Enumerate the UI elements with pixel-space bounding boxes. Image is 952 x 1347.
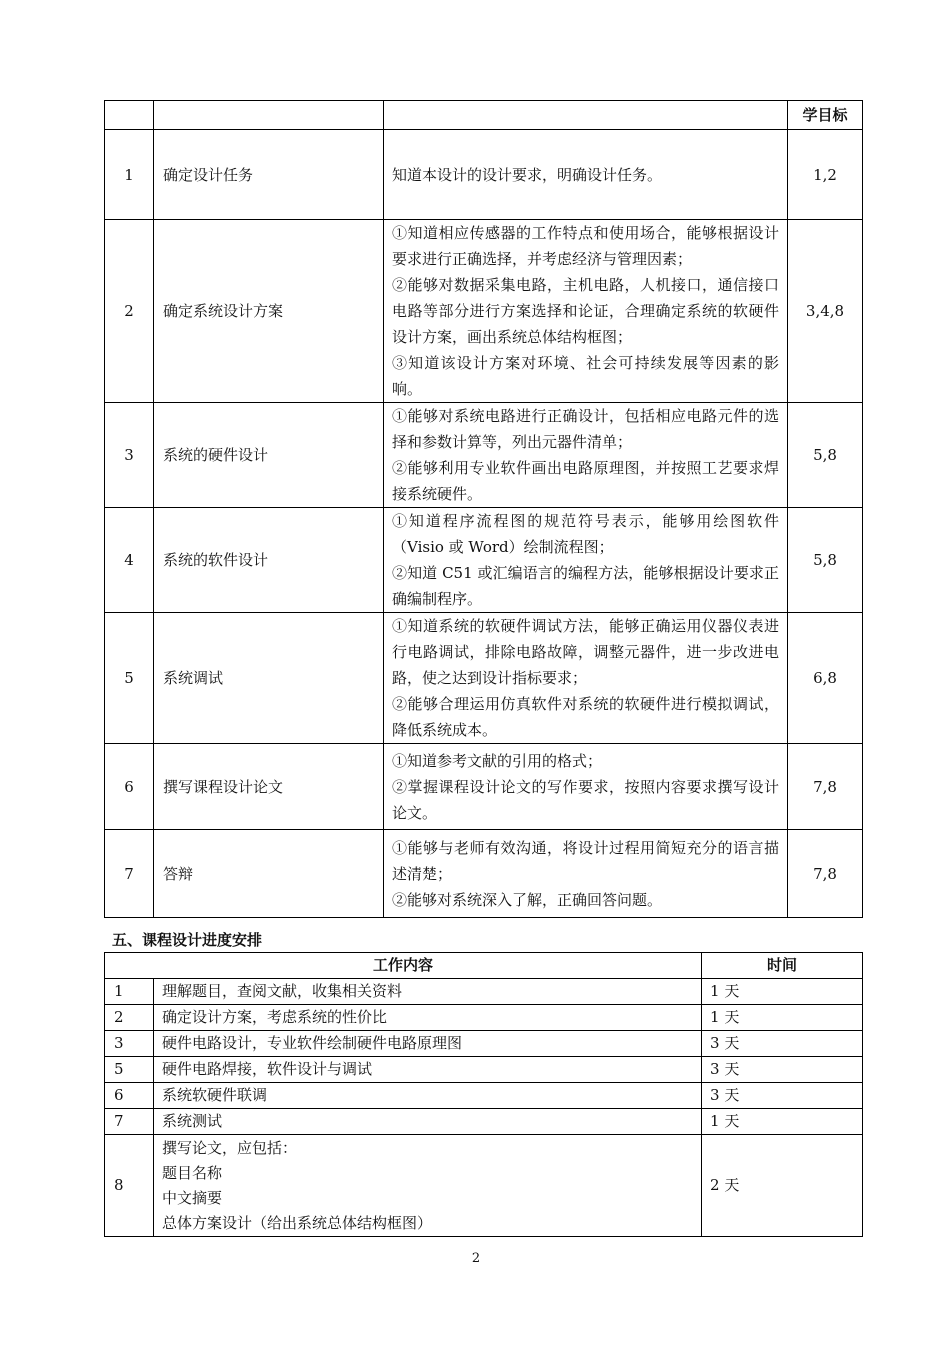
table-row (105, 1005, 863, 1031)
description-line: ①知道相应传感器的工作特点和使用场合，能够根据设计要求进行正确选择，并考虑经济与管理因素； (392, 224, 779, 268)
task-description (384, 830, 788, 918)
table-row (105, 403, 863, 508)
header-cell-empty (105, 101, 154, 130)
schedule-header-row (105, 953, 863, 979)
description-line: ②能够利用专业软件画出电路原理图，并按照工艺要求焊接系统硬件。 (392, 459, 779, 503)
description-line: ②掌握课程设计论文的写作要求，按照内容要求撰写设计论文。 (392, 777, 779, 822)
row-number: 1 (105, 130, 154, 220)
work-content (154, 979, 702, 1005)
row-number: 2 (105, 220, 154, 403)
content-line: 理解题目，查阅文献，收集相关资料 (162, 982, 403, 1000)
objective-ids: 5,8 (788, 403, 863, 508)
table-row (105, 744, 863, 830)
description-line: ②知道 C51 或汇编语言的编程方法，能够根据设计要求正确编制程序。 (392, 564, 779, 608)
work-content (154, 1083, 702, 1109)
task-description (384, 508, 788, 613)
task-name: 系统调试 (154, 613, 384, 744)
task-name: 系统的硬件设计 (154, 403, 384, 508)
work-content (154, 1109, 702, 1135)
description-line: ①知道参考文献的引用的格式； (392, 751, 603, 770)
content-line: 总体方案设计（给出系统总体结构框图） (162, 1213, 433, 1232)
table-row (105, 508, 863, 613)
content-line: 题目名称 (162, 1163, 223, 1182)
section-title: 五、课程设计进度安排 (112, 931, 263, 949)
description-line: ①能够与老师有效沟通，将设计过程用简短充分的语言描述清楚； (392, 838, 779, 883)
description-line: ②能够对数据采集电路，主机电路，人机接口，通信接口电路等部分进行方案选择和论证，合理确定系统的软硬件设计方案，画出系统总体结构框图； (392, 276, 779, 346)
description-line: 知道本设计的设计要求，明确设计任务。 (392, 165, 663, 184)
duration: 1 天 (702, 979, 863, 1005)
row-number: 6 (105, 744, 154, 830)
table-row (105, 130, 863, 220)
table-row (105, 1031, 863, 1057)
task-name: 确定系统设计方案 (154, 220, 384, 403)
row-number: 2 (105, 1005, 154, 1031)
row-number: 1 (105, 979, 154, 1005)
work-content (154, 1135, 702, 1237)
description-line: ②能够对系统深入了解，正确回答问题。 (392, 890, 663, 909)
row-number: 3 (105, 1031, 154, 1057)
schedule-table (104, 952, 863, 1237)
duration: 3 天 (702, 1057, 863, 1083)
task-description (384, 613, 788, 744)
description-line: ①知道系统的软硬件调试方法，能够正确运用仪器仪表进行电路调试，排除电路故障，调整元器件，进一步改进电路，使之达到设计指标要求； (392, 617, 779, 687)
content-line: 确定设计方案，考虑系统的性价比 (162, 1008, 388, 1026)
header-cell-objective: 学目标 (788, 101, 863, 130)
task-name: 系统的软件设计 (154, 508, 384, 613)
table-row (105, 1057, 863, 1083)
header-cell-empty (384, 101, 788, 130)
task-description (384, 744, 788, 830)
row-number: 8 (105, 1135, 154, 1237)
table-row (105, 1135, 863, 1237)
content-line: 硬件电路焊接，软件设计与调试 (162, 1060, 373, 1078)
work-content (154, 1057, 702, 1083)
objective-ids: 7,8 (788, 830, 863, 918)
header-cell-empty (154, 101, 384, 130)
header-cell-content: 工作内容 (105, 953, 702, 979)
page-number: 2 (471, 1251, 481, 1266)
table-row (105, 220, 863, 403)
objective-ids: 7,8 (788, 744, 863, 830)
task-name: 撰写课程设计论文 (154, 744, 384, 830)
table-row (105, 830, 863, 918)
objective-ids: 5,8 (788, 508, 863, 613)
content-line: 撰写论文，应包括： (162, 1138, 298, 1157)
header-cell-time: 时间 (702, 953, 863, 979)
task-description (384, 130, 788, 220)
table-row (105, 1083, 863, 1109)
content-line: 系统软硬件联调 (162, 1086, 268, 1104)
duration: 2 天 (702, 1135, 863, 1237)
content-line: 硬件电路设计，专业软件绘制硬件电路原理图 (162, 1034, 463, 1052)
duration: 1 天 (702, 1005, 863, 1031)
description-line: ②能够合理运用仿真软件对系统的软硬件进行模拟调试，降低系统成本。 (392, 695, 779, 739)
duration: 3 天 (702, 1031, 863, 1057)
duration: 3 天 (702, 1083, 863, 1109)
task-description (384, 403, 788, 508)
course-objectives-table (104, 100, 863, 918)
objectives-header-row (105, 101, 863, 130)
table-row (105, 1109, 863, 1135)
content-line: 系统测试 (162, 1112, 223, 1130)
description-line: ①知道程序流程图的规范符号表示，能够用绘图软件（Visio 或 Word）绘制流程图； (392, 512, 779, 556)
task-name: 确定设计任务 (154, 130, 384, 220)
row-number: 4 (105, 508, 154, 613)
work-content (154, 1031, 702, 1057)
description-line: ①能够对系统电路进行正确设计，包括相应电路元件的选择和参数计算等，列出元器件清单； (392, 407, 779, 451)
content-line: 中文摘要 (162, 1188, 223, 1207)
objective-ids: 6,8 (788, 613, 863, 744)
row-number: 5 (105, 613, 154, 744)
objective-ids: 1,2 (788, 130, 863, 220)
row-number: 3 (105, 403, 154, 508)
work-content (154, 1005, 702, 1031)
row-number: 5 (105, 1057, 154, 1083)
objective-ids: 3,4,8 (788, 220, 863, 403)
task-name: 答辩 (154, 830, 384, 918)
row-number: 7 (105, 1109, 154, 1135)
row-number: 6 (105, 1083, 154, 1109)
table-row (105, 979, 863, 1005)
description-line: ③知道该设计方案对环境、社会可持续发展等因素的影响。 (392, 354, 779, 398)
duration: 1 天 (702, 1109, 863, 1135)
row-number: 7 (105, 830, 154, 918)
task-description (384, 220, 788, 403)
table-row (105, 613, 863, 744)
